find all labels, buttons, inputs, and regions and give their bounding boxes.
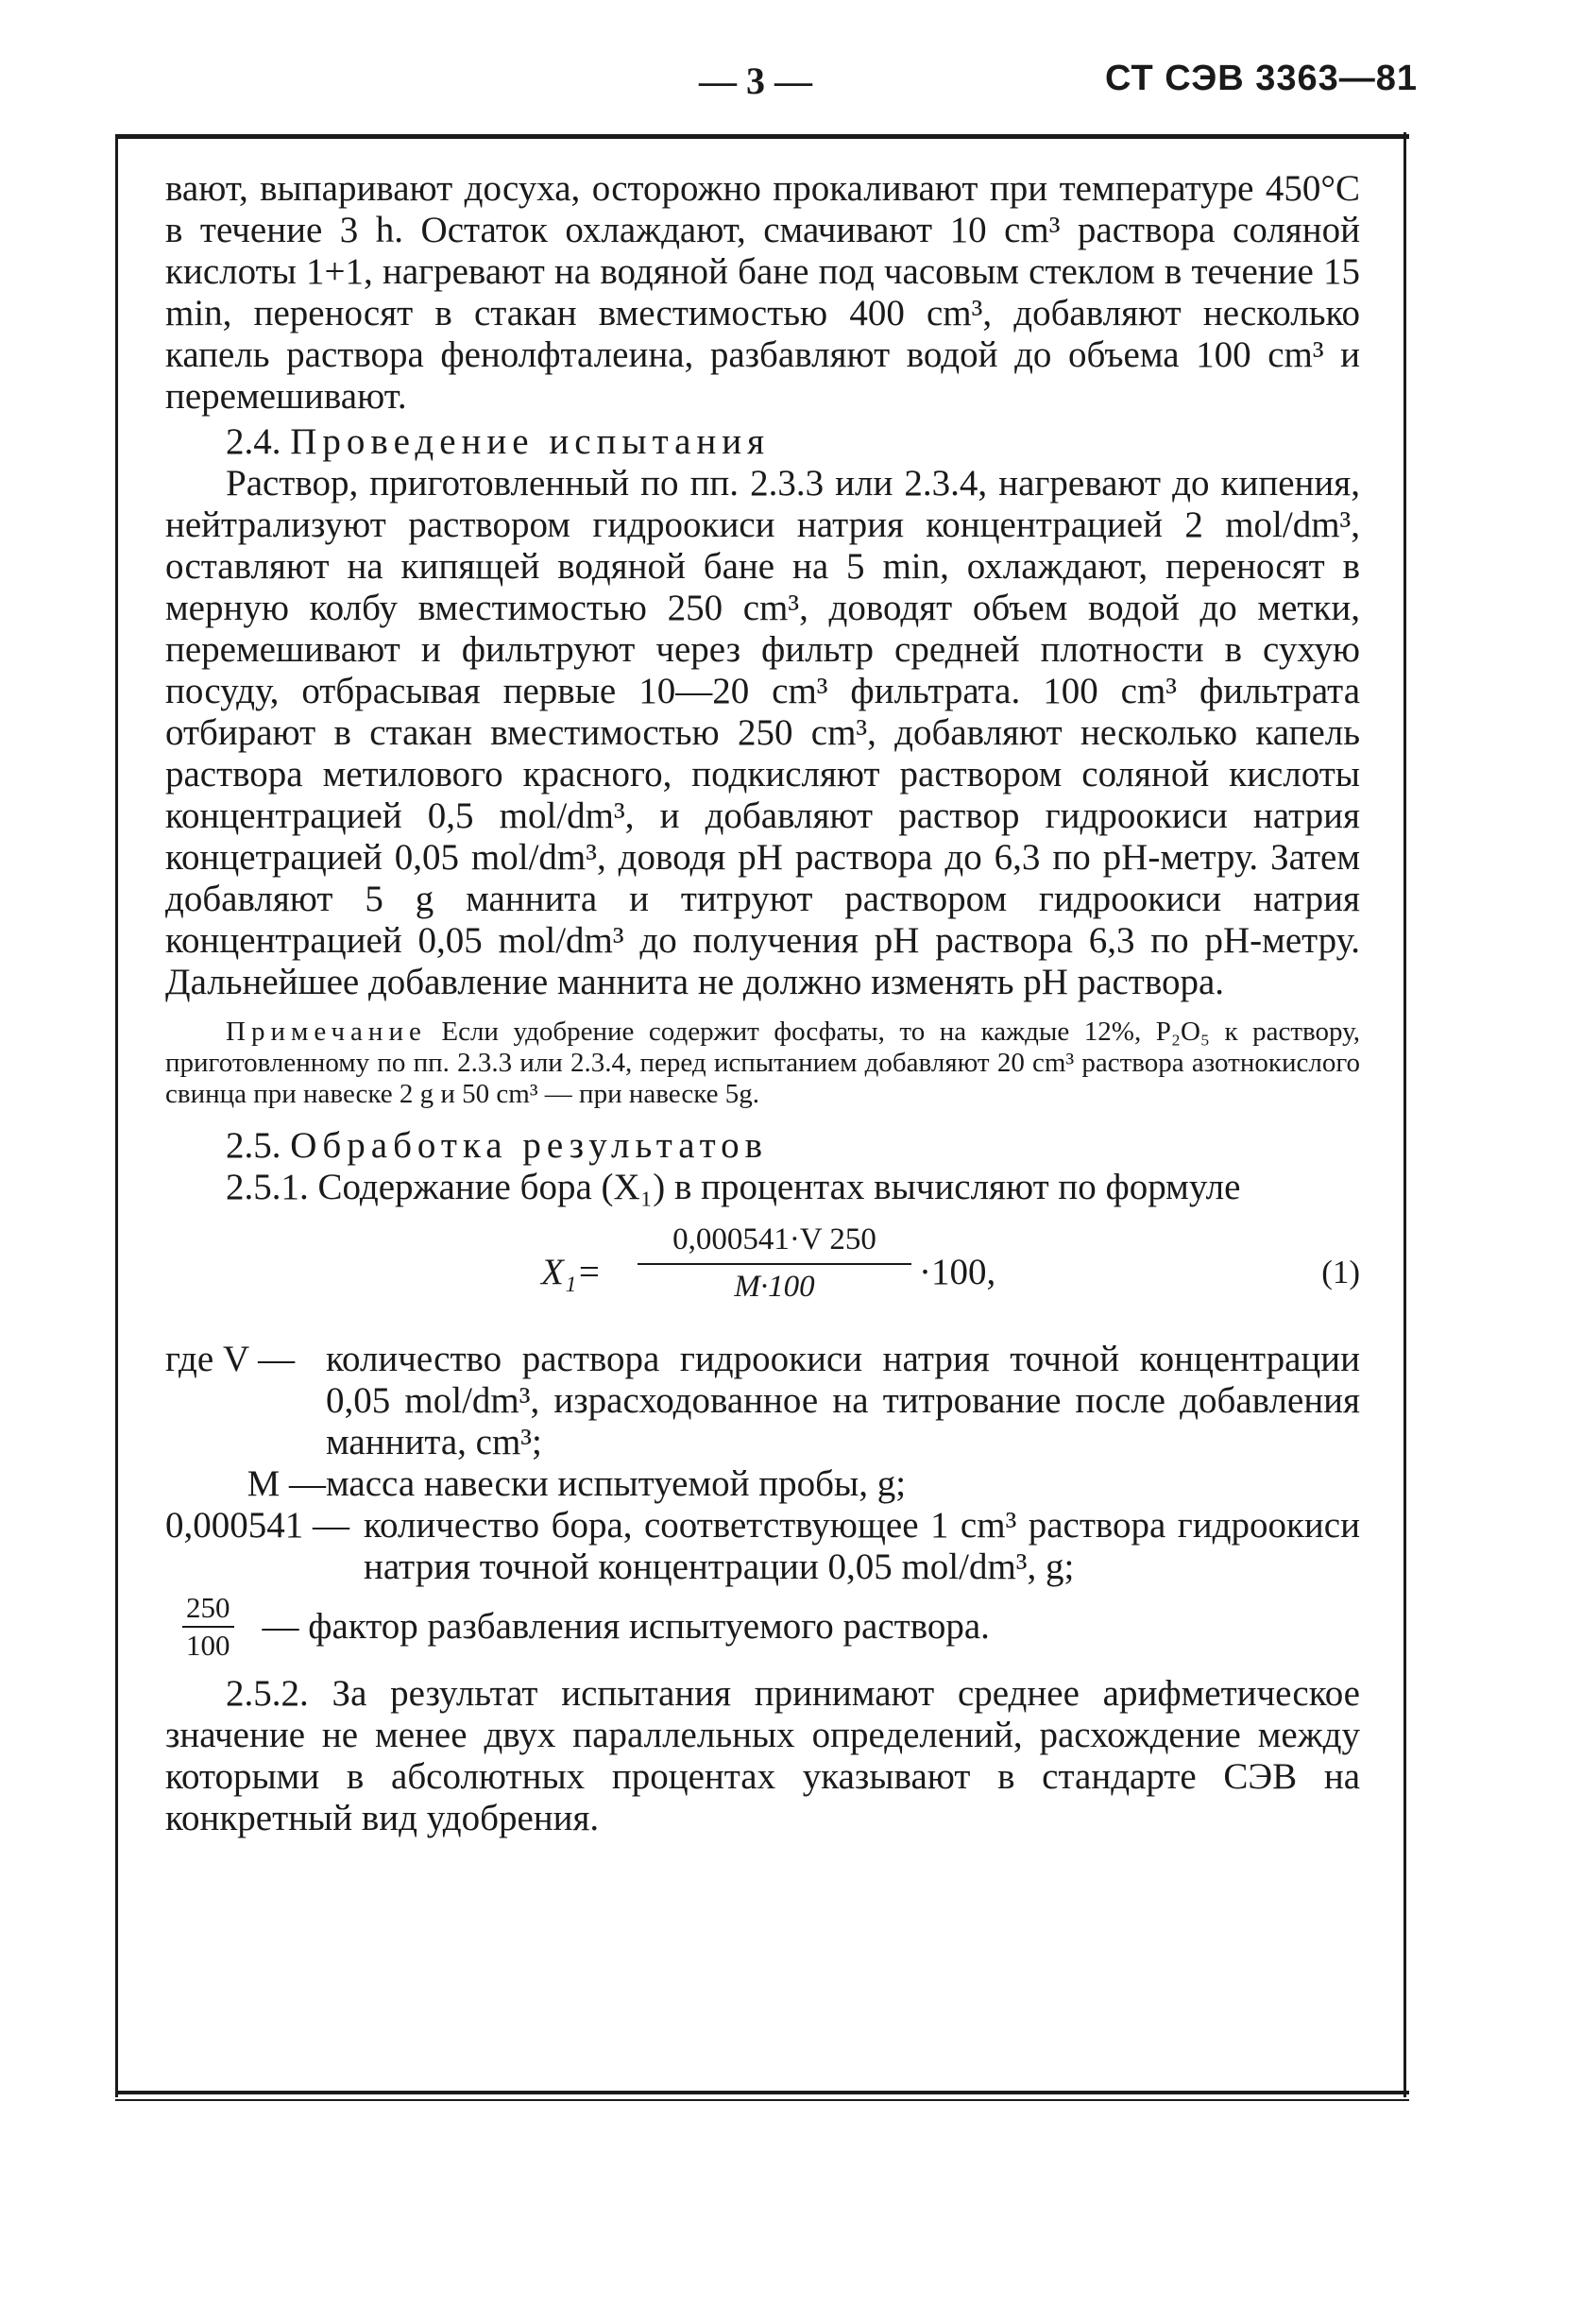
section-title: Проведение испытания: [290, 421, 771, 462]
frame-right-rule: [1403, 132, 1406, 2097]
section-number: 2.4.: [226, 421, 281, 462]
section-heading-2-5: [165, 1125, 1360, 1167]
page-header: [0, 0, 1582, 142]
definitions-list: [165, 1339, 1360, 1662]
paragraph-2-5-2: 2.5.2. За результат испытания принимают среднее арифметическое значение не менее двух параллельных определений, расхождение между которыми в абсолютных процентах указывают в стандарте СЭВ на конкретный вид удобрения.: [165, 1673, 1360, 1838]
definition-text: количество раствора гидроокиси натрия точной концентрации 0,05 mol/dm³, израсходованное на титрование после добавления маннита, cm³;: [326, 1339, 1360, 1462]
frame-top-rule: [115, 134, 1409, 139]
section-number: 2.5.: [226, 1125, 281, 1166]
definition-item: [165, 1505, 1360, 1588]
formula-1: [165, 1214, 1360, 1333]
definition-item: [165, 1339, 1360, 1463]
definition-term: где V —: [165, 1339, 296, 1379]
paragraph-2-5-1: 2.5.1. Содержание бора (X₁) в процентах вычисляют по формуле: [226, 1167, 1241, 1207]
document-body: [165, 168, 1360, 1839]
section-title: Обработка результатов: [290, 1125, 769, 1166]
paragraph-test-procedure: Раствор, приготовленный по пп. 2.3.3 или 2.3.4, нагревают до кипения, нейтрализуют раствором гидроокиси натрия концентрацией 2 mol/dm³, оставляют на кипящей водяной бане на 5 min, охлаждают, переносят в мерную колбу вместимостью 250 cm³, доводят объем водой до метки, перемешивают и фильтруют через фильтр средней плотности в сухую посуду, отбрасывая первые 10—20 cm³ фильтрата. 100 cm³ фильтрата отбирают в стакан вместимостью 250 cm³, добавляют несколько капель раствора метилового красного, подкисляют раствором соляной кислоты концентрацией 0,5 mol/dm³, и добавляют раствор гидроокиси натрия концетрацией 0,05 mol/dm³, доводя pH раствора до 6,3 по pH-метру. Затем добавляют 5 g маннита и титруют раствором гидроокиси натрия концентрацией 0,05 mol/dm³ до получения pH раствора 6,3 по pH-метру. Дальнейшее добавление маннита не должно изменять pH раствора.: [165, 463, 1360, 1002]
section-heading-2-4: [165, 421, 1360, 463]
formula-number: (1): [1321, 1254, 1360, 1290]
frame-bottom-rule: [115, 2091, 1409, 2094]
formula-rhs: ·100,: [919, 1252, 996, 1292]
note: [165, 1017, 1360, 1110]
definition-text: количество бора, соответствующее 1 cm³ раствора гидроокиси натрия точной концентрации 0,05 mol/dm³, g;: [364, 1505, 1360, 1587]
formula-fraction: [638, 1222, 911, 1305]
definition-text: масса навески испытуемой пробы, g;: [326, 1463, 907, 1504]
note-label: Примечание: [226, 1017, 427, 1047]
note-text: Если удобрение содержит фосфаты, то на каждые 12%, P₂O₅ к раствору, приготовленному по пп. 2.3.3 или 2.3.4, перед испытанием добавляют 20 cm³ раствора азотнокислого свинца при навеске 2 g и 50 cm³ — при навеске 5g.: [165, 1017, 1360, 1109]
factor-denominator: 100: [186, 1629, 230, 1662]
formula-numerator: 0,000541·V 250: [638, 1222, 911, 1265]
frame-bottom-rule-thin: [115, 2099, 1409, 2101]
factor-fraction: [182, 1592, 234, 1662]
formula-denominator: M·100: [734, 1270, 815, 1304]
factor-numerator: 250: [182, 1592, 234, 1628]
paragraph-continuation: вают, выпаривают досуха, осторожно прокаливают при температуре 450°C в течение 3 h. Остаток охлаждают, смачивают 10 cm³ раствора соляной кислоты 1+1, нагревают на водяной бане под часовым стеклом в течение 15 min, переносят в стакан вместимостью 400 cm³, добавляют несколько капель раствора фенолфталеина, разбавляют водой до объема 100 cm³ и перемешивают.: [165, 168, 1360, 417]
definition-item-factor: [165, 1592, 1360, 1662]
definition-term: M —: [247, 1463, 326, 1504]
formula-lhs: X₁=: [541, 1252, 602, 1292]
definition-term: 0,000541 —: [165, 1505, 349, 1546]
frame-left-rule: [115, 137, 118, 2097]
definition-item: [165, 1463, 1360, 1505]
page-number: — 3 —: [699, 60, 812, 102]
standard-code: СТ СЭВ 3363—81: [1105, 59, 1419, 98]
factor-text: — фактор разбавления испытуемого раствора.: [262, 1606, 990, 1647]
